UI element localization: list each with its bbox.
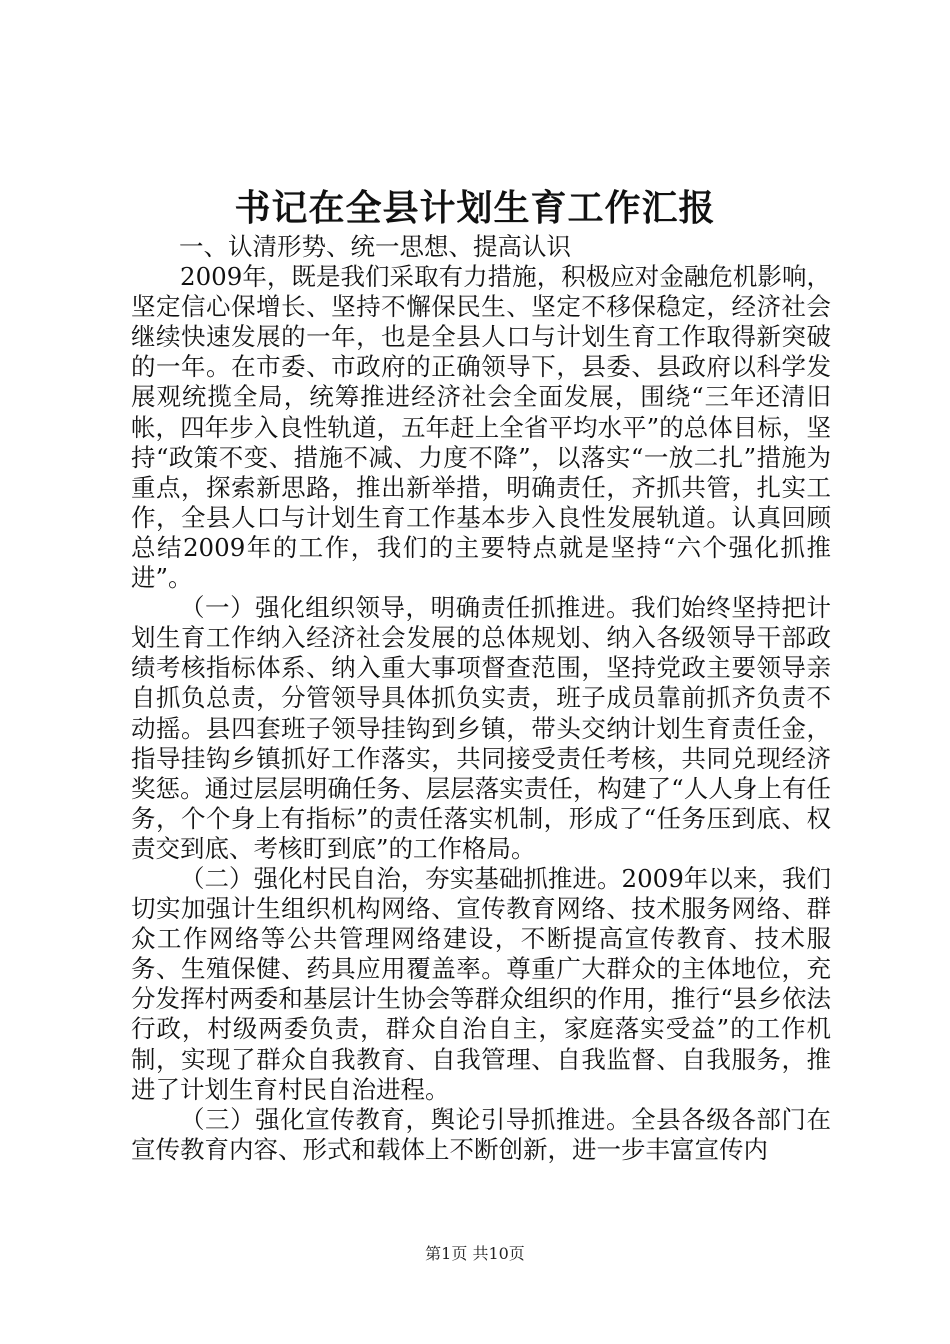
document-title: 书记在全县计划生育工作汇报 [234,187,716,229]
body-paragraph-2: （一）强化组织领导，明确责任抓推进。我们始终坚持把计划生育工作纳入经济社会发展的总体规划、纳入各级领导干部政绩考核指标体系、纳入重大事项督查范围，坚持党政主要领导亲自抓负总责，分管领导具体抓负实责，班子成员靠前抓齐负责不动摇。县四套班子领导挂钩到乡镇，带头交纳计划生育责任金，指导挂钩乡镇抓好工作落实，共同接受责任考核，共同兑现经济奖惩。通过层层明确任务、层层落实责任，构建了“人人身上有任务，个个身上有指标”的责任落实机制，形成了“任务压到底、权责交到底、考核盯到底”的工作格局。 [131,593,831,863]
body-paragraph-3: （二）强化村民自治，夯实基础抓推进。2009年以来，我们切实加强计生组织机构网络、宣传教育网络、技术服务网络、群众工作网络等公共管理网络建设，不断提高宣传教育、技术服务、生殖保健、药具应用覆盖率。尊重广大群众的主体地位，充分发挥村两委和基层计生协会等群众组织的作用，推行“县乡依法行政，村级两委负责，群众自治自主，家庭落实受益”的工作机制，实现了群众自我教育、自我管理、自我监督、自我服务，推进了计划生育村民自治进程。 [131,863,831,1104]
body-paragraph-1: 2009年，既是我们采取有力措施，积极应对金融危机影响，坚定信心保增长、坚持不懈保民生、坚定不移保稳定，经济社会继续快速发展的一年，也是全县人口与计划生育工作取得新突破的一年。在市委、市政府的正确领导下，县委、县政府以科学发展观统揽全局，统筹推进经济社会全面发展，围绕“三年还清旧帐，四年步入良性轨道，五年赶上全省平均水平”的总体目标，坚持“政策不变、措施不减、力度不降”，以落实“一放二扎”措施为重点，探索新思路，推出新举措，明确责任，齐抓共管，扎实工作，全县人口与计划生育工作基本步入良性发展轨道。认真回顾总结2009年的工作，我们的主要特点就是坚持“六个强化抓推进”。 [131,262,831,593]
body-paragraph-4: （三）强化宣传教育，舆论引导抓推进。全县各级各部门在宣传教育内容、形式和载体上不断创新，进一步丰富宣传内 [131,1104,831,1164]
section-heading: 一、认清形势、统一思想、提高认识 [179,232,571,261]
document-body [131,232,831,1165]
page-number-footer: 第1页 共10页 [425,1244,525,1263]
